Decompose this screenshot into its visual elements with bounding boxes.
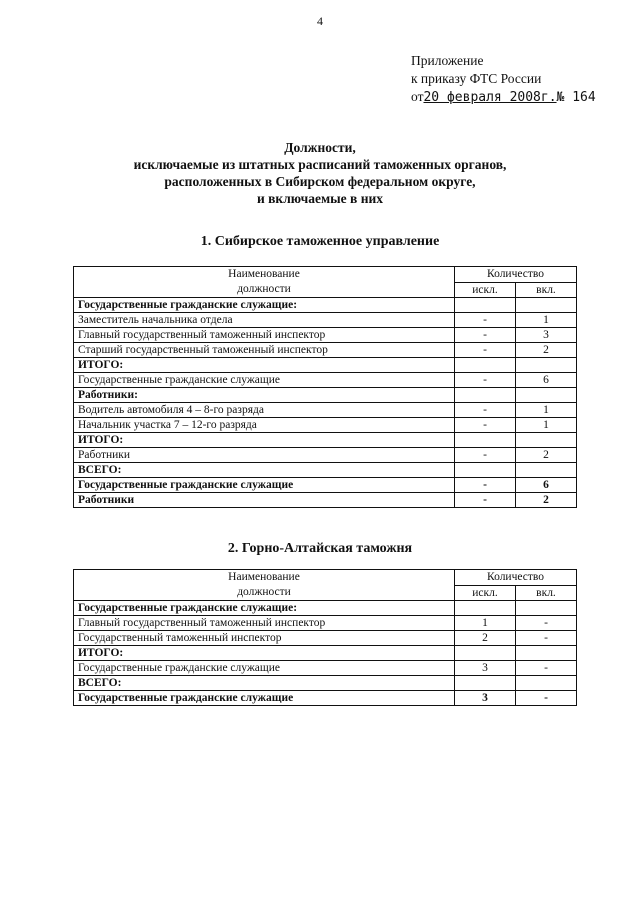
excluded-count-cell: - — [455, 448, 516, 463]
excluded-count-cell: - — [455, 343, 516, 358]
excluded-count-cell: - — [455, 373, 516, 388]
position-name-cell: ИТОГО: — [74, 358, 455, 373]
appendix-line3 — [411, 88, 596, 107]
included-count-cell: 2 — [516, 493, 577, 508]
position-name-cell: Государственные гражданские служащие — [74, 373, 455, 388]
title-line1: Должности, — [284, 140, 356, 155]
included-count-cell: 6 — [516, 478, 577, 493]
header-quantity: Количество — [455, 267, 577, 283]
header-excl: искл. — [455, 282, 516, 298]
header-name-line2: должности — [237, 586, 291, 598]
section1-title: 1. Сибирское таможенное управление — [200, 234, 440, 249]
table-row — [74, 328, 577, 343]
table-row — [74, 403, 577, 418]
title-line4: и включаемые в них — [256, 191, 384, 206]
included-count-cell: - — [516, 616, 577, 631]
included-count-cell: 3 — [516, 328, 577, 343]
table-header-row — [74, 267, 577, 283]
excluded-count-cell — [455, 463, 516, 478]
table-row — [74, 478, 577, 493]
header-name-line2: должности — [237, 283, 291, 295]
table-row — [74, 631, 577, 646]
title-line3: расположенных в Сибирском федеральном округе, — [164, 174, 476, 189]
table-row — [74, 313, 577, 328]
appendix-prefix: от — [411, 89, 424, 104]
header-excl: искл. — [455, 585, 516, 601]
included-count-cell — [516, 463, 577, 478]
position-name-cell: ИТОГО: — [74, 433, 455, 448]
table-row — [74, 388, 577, 403]
excluded-count-cell — [455, 358, 516, 373]
position-name-cell: Заместитель начальника отдела — [74, 313, 455, 328]
excluded-count-cell: - — [455, 403, 516, 418]
position-name-cell: Старший государственный таможенный инспектор — [74, 343, 455, 358]
section1-table — [73, 266, 577, 508]
position-name-cell: Начальник участка 7 – 12-го разряда — [74, 418, 455, 433]
position-name-cell: Работники — [74, 493, 455, 508]
header-incl: вкл. — [516, 585, 577, 601]
included-count-cell: - — [516, 691, 577, 706]
page-number: 4 — [317, 14, 323, 28]
included-count-cell — [516, 388, 577, 403]
included-count-cell — [516, 646, 577, 661]
table-row — [74, 418, 577, 433]
section2-title: 2. Горно-Алтайская таможня — [227, 541, 413, 556]
included-count-cell: 1 — [516, 418, 577, 433]
table-row — [74, 646, 577, 661]
table-row — [74, 433, 577, 448]
excluded-count-cell: 1 — [455, 616, 516, 631]
excluded-count-cell: - — [455, 478, 516, 493]
table-row — [74, 343, 577, 358]
table-header-row — [74, 570, 577, 586]
position-name-cell: ВСЕГО: — [74, 676, 455, 691]
position-name-cell: ИТОГО: — [74, 646, 455, 661]
order-date: 20 февраля 2008г. — [423, 90, 557, 105]
title-line2: исключаемые из штатных расписаний таможенных органов, — [133, 157, 507, 172]
excluded-count-cell: - — [455, 313, 516, 328]
header-name-cell — [74, 267, 455, 298]
section2-table — [73, 569, 577, 706]
excluded-count-cell — [455, 433, 516, 448]
excluded-count-cell: - — [455, 418, 516, 433]
document-title — [0, 139, 640, 207]
header-name-line1: Наименование — [228, 268, 300, 280]
table-row — [74, 358, 577, 373]
position-name-cell: Государственные гражданские служащие — [74, 691, 455, 706]
excluded-count-cell — [455, 676, 516, 691]
included-count-cell — [516, 433, 577, 448]
excluded-count-cell: 2 — [455, 631, 516, 646]
header-name-cell — [74, 570, 455, 601]
table-row — [74, 373, 577, 388]
appendix-block — [411, 52, 596, 107]
position-name-cell: Водитель автомобиля 4 – 8-го разряда — [74, 403, 455, 418]
position-name-cell: ВСЕГО: — [74, 463, 455, 478]
excluded-count-cell: - — [455, 493, 516, 508]
included-count-cell — [516, 358, 577, 373]
included-count-cell: - — [516, 661, 577, 676]
excluded-count-cell — [455, 601, 516, 616]
included-count-cell: 2 — [516, 343, 577, 358]
excluded-count-cell: 3 — [455, 691, 516, 706]
included-count-cell — [516, 676, 577, 691]
included-count-cell: 6 — [516, 373, 577, 388]
excluded-count-cell — [455, 388, 516, 403]
table-row — [74, 493, 577, 508]
position-name-cell: Работники — [74, 448, 455, 463]
position-name-cell: Главный государственный таможенный инспектор — [74, 328, 455, 343]
excluded-count-cell: - — [455, 328, 516, 343]
header-quantity: Количество — [455, 570, 577, 586]
excluded-count-cell — [455, 646, 516, 661]
appendix-line1: Приложение — [411, 53, 484, 68]
header-incl: вкл. — [516, 282, 577, 298]
included-count-cell: 1 — [516, 313, 577, 328]
table-row — [74, 661, 577, 676]
table-row — [74, 463, 577, 478]
position-name-cell: Работники: — [74, 388, 455, 403]
position-name-cell: Государственный таможенный инспектор — [74, 631, 455, 646]
table-row — [74, 298, 577, 313]
excluded-count-cell: 3 — [455, 661, 516, 676]
table-row — [74, 616, 577, 631]
included-count-cell: - — [516, 631, 577, 646]
table-row — [74, 691, 577, 706]
table-row — [74, 601, 577, 616]
table-row — [74, 448, 577, 463]
included-count-cell — [516, 298, 577, 313]
position-name-cell: Государственные гражданские служащие — [74, 661, 455, 676]
included-count-cell — [516, 601, 577, 616]
included-count-cell: 2 — [516, 448, 577, 463]
position-name-cell: Главный государственный таможенный инспектор — [74, 616, 455, 631]
table-row — [74, 676, 577, 691]
position-name-cell: Государственные гражданские служащие: — [74, 298, 455, 313]
position-name-cell: Государственные гражданские служащие: — [74, 601, 455, 616]
header-name-line1: Наименование — [228, 571, 300, 583]
excluded-count-cell — [455, 298, 516, 313]
position-name-cell: Государственные гражданские служащие — [74, 478, 455, 493]
order-number: № 164 — [556, 90, 596, 105]
appendix-line2: к приказу ФТС России — [411, 71, 542, 86]
included-count-cell: 1 — [516, 403, 577, 418]
